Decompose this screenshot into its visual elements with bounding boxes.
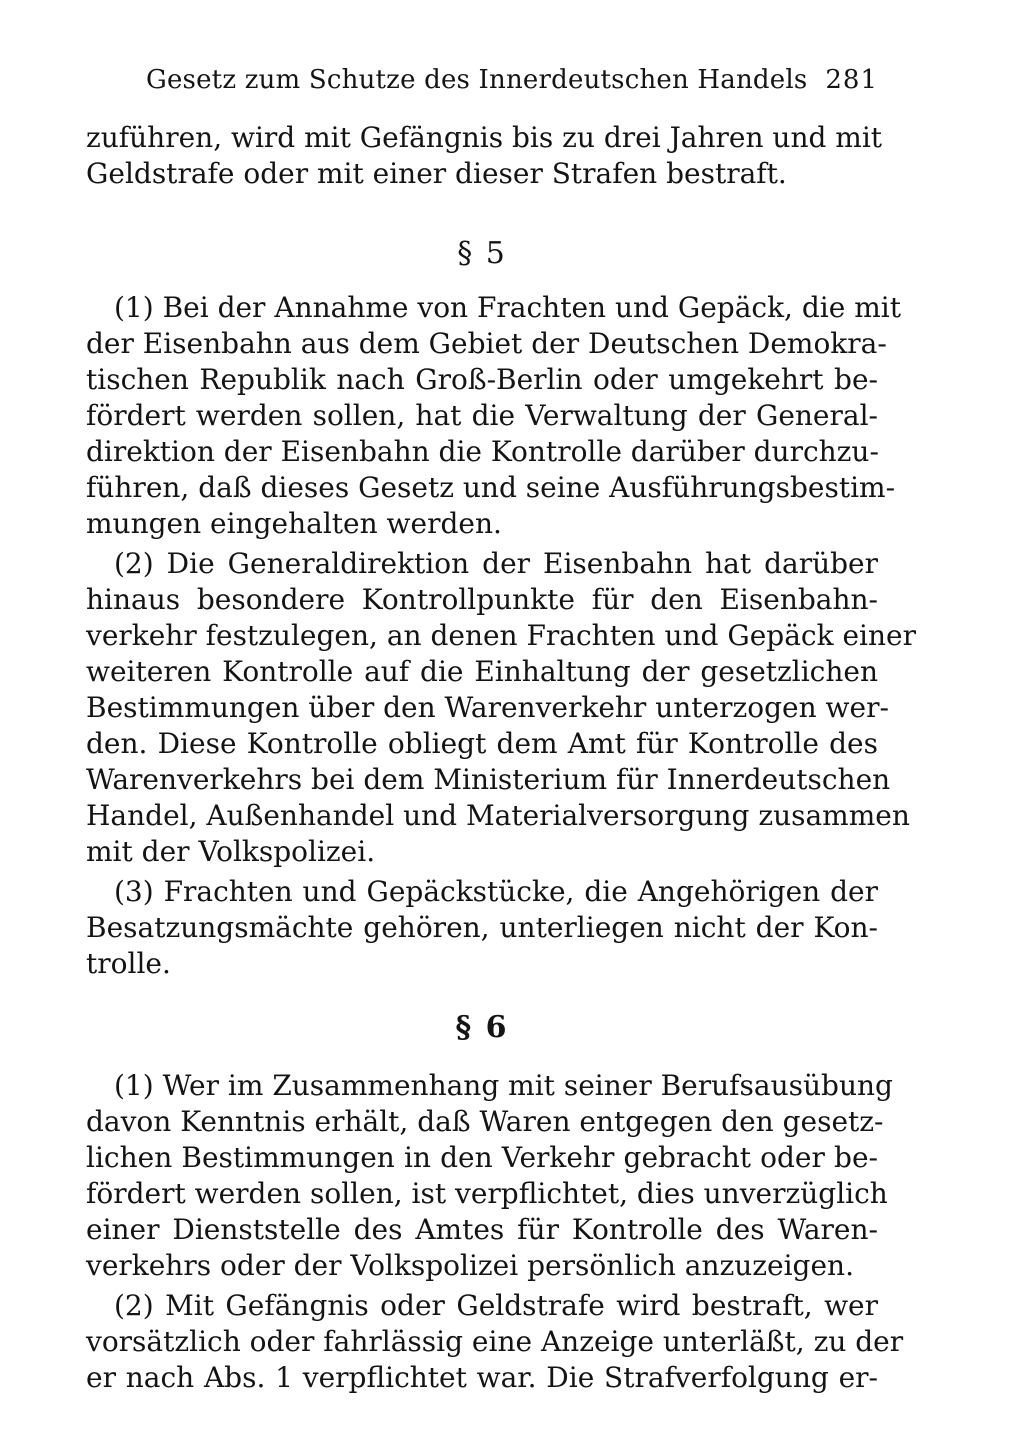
text-line: Bestimmungen über den Warenverkehr unterzogen wer- — [86, 691, 889, 724]
page-number: 281 — [825, 65, 878, 95]
text-line: (1) Wer im Zusammenhang mit seiner Berufsausübung — [114, 1069, 893, 1102]
text-line: führen, daß dieses Gesetz und seine Ausführungsbestim- — [86, 471, 896, 504]
text-line: Handel, Außenhandel und Materialversorgung zusammen — [86, 799, 910, 832]
running-header — [86, 54, 878, 120]
text-line: der Eisenbahn aus dem Gebiet der Deutschen Demokra- — [86, 327, 887, 360]
text-line: (2) Mit Gefängnis oder Geldstrafe wird bestraft, wer — [114, 1289, 878, 1322]
text-line: davon Kenntnis erhält, daß Waren entgegen den gesetz- — [86, 1105, 884, 1138]
text-line: (2) Die Generaldirektion der Eisenbahn hat darüber — [114, 547, 878, 580]
text-line: Besatzungsmächte gehören, unterliegen nicht der Kon- — [86, 911, 878, 944]
text-line: tischen Republik nach Groß-Berlin oder umgekehrt be- — [86, 363, 878, 396]
intro-paragraph — [86, 120, 883, 192]
section-5-paragraph-3 — [86, 874, 878, 982]
text-line: hinaus besondere Kontrollpunkte für den Eisenbahn- — [86, 583, 878, 616]
text-line: Geldstrafe oder mit einer dieser Strafen bestraft. — [86, 157, 787, 190]
document-page — [86, 54, 916, 1396]
text-line: mungen eingehalten werden. — [86, 507, 502, 540]
text-line: Warenverkehrs bei dem Ministerium für Innerdeutschen — [86, 763, 891, 796]
text-line: verkehr festzulegen, an denen Frachten und Gepäck einer — [86, 619, 916, 652]
text-line: lichen Bestimmungen in den Verkehr gebracht oder be- — [86, 1141, 878, 1174]
text-line: er nach Abs. 1 verpflichtet war. Die Strafverfolgung er- — [86, 1361, 878, 1394]
text-line: trolle. — [86, 947, 171, 980]
text-line: (3) Frachten und Gepäckstücke, die Angehörigen der — [114, 875, 878, 908]
section-5-paragraph-2 — [86, 546, 916, 870]
section-6-paragraph-1 — [86, 1068, 893, 1284]
text-line: vorsätzlich oder fahrlässig eine Anzeige unterläßt, zu der — [86, 1325, 904, 1358]
section-6-heading: § 6 — [455, 1010, 509, 1045]
text-line: fördert werden sollen, ist verpflichtet, dies unverzüglich — [86, 1177, 888, 1210]
section-6-paragraph-2 — [86, 1288, 904, 1396]
text-line: direktion der Eisenbahn die Kontrolle darüber durchzu- — [86, 435, 879, 468]
text-line: fördert werden sollen, hat die Verwaltung der General- — [86, 399, 878, 432]
text-line: weiteren Kontrolle auf die Einhaltung der gesetzlichen — [86, 655, 878, 688]
text-line: einer Dienststelle des Amtes für Kontrolle des Waren- — [86, 1213, 878, 1246]
text-line: verkehrs oder der Volkspolizei persönlich anzuzeigen. — [86, 1249, 854, 1282]
section-5-heading: § 5 — [457, 236, 507, 271]
running-header-title: Gesetz zum Schutze des Innerdeutschen Handels — [146, 65, 808, 95]
text-line: (1) Bei der Annahme von Frachten und Gepäck, die mit — [114, 291, 901, 324]
text-line: den. Diese Kontrolle obliegt dem Amt für Kontrolle des — [86, 727, 878, 760]
text-line: zuführen, wird mit Gefängnis bis zu drei Jahren und mit — [86, 121, 883, 154]
text-line: mit der Volkspolizei. — [86, 835, 376, 868]
section-5-paragraph-1 — [86, 290, 901, 542]
